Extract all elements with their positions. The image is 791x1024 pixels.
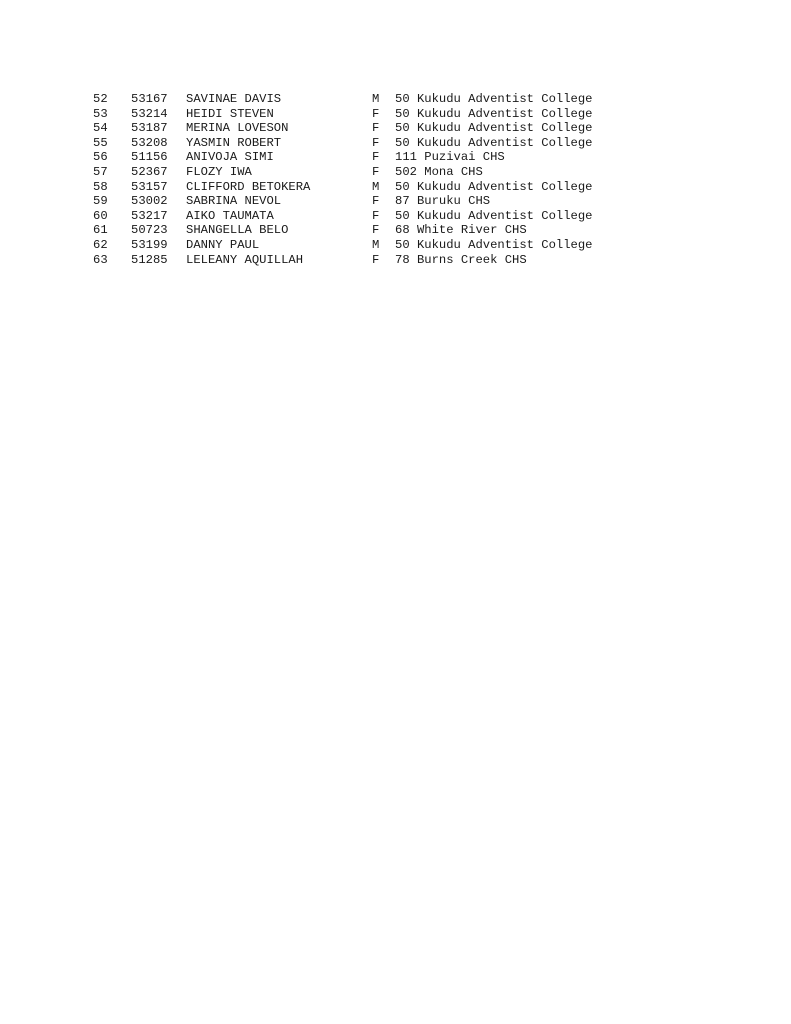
student-name: MERINA LOVESON — [186, 121, 289, 136]
row-number: 53 — [93, 106, 108, 121]
student-id: 53217 — [131, 208, 168, 223]
list-item — [93, 194, 653, 209]
student-sex: F — [372, 135, 380, 150]
list-item — [93, 209, 653, 224]
student-id: 52367 — [131, 164, 168, 179]
school-name: 502 Mona CHS — [395, 164, 483, 179]
student-name: YASMIN ROBERT — [186, 135, 282, 150]
student-name: FLOZY IWA — [186, 164, 252, 179]
row-number: 54 — [93, 121, 108, 136]
school-name: 50 Kukudu Adventist College — [395, 237, 593, 252]
row-number: 57 — [93, 164, 108, 179]
student-id: 53187 — [131, 121, 168, 136]
student-name: CLIFFORD BETOKERA — [186, 179, 311, 194]
school-name: 50 Kukudu Adventist College — [395, 121, 593, 136]
row-number: 56 — [93, 150, 108, 165]
list-item — [93, 180, 653, 195]
student-name: DANNY PAUL — [186, 237, 260, 252]
list-item — [93, 136, 653, 151]
student-name: SHANGELLA BELO — [186, 223, 289, 238]
student-id: 53157 — [131, 179, 168, 194]
row-number: 58 — [93, 179, 108, 194]
student-sex: F — [372, 194, 380, 209]
student-sex: F — [372, 252, 380, 267]
student-sex: F — [372, 164, 380, 179]
row-number: 59 — [93, 194, 108, 209]
student-id: 50723 — [131, 223, 168, 238]
school-name: 50 Kukudu Adventist College — [395, 208, 593, 223]
student-list — [93, 92, 653, 267]
student-name: HEIDI STEVEN — [186, 106, 274, 121]
student-name: ANIVOJA SIMI — [186, 150, 274, 165]
list-item — [93, 92, 653, 107]
row-number: 55 — [93, 135, 108, 150]
row-number: 60 — [93, 208, 108, 223]
student-sex: M — [372, 92, 380, 106]
list-item — [93, 253, 653, 268]
student-id: 53002 — [131, 194, 168, 209]
list-item — [93, 121, 653, 136]
student-id: 53214 — [131, 106, 168, 121]
student-id: 51156 — [131, 150, 168, 165]
list-item — [93, 223, 653, 238]
student-id: 53167 — [131, 92, 168, 106]
row-number: 61 — [93, 223, 108, 238]
school-name: 50 Kukudu Adventist College — [395, 135, 593, 150]
row-number: 63 — [93, 252, 108, 267]
school-name: 111 Puzivai CHS — [395, 150, 505, 165]
list-item — [93, 165, 653, 180]
school-name: 50 Kukudu Adventist College — [395, 106, 593, 121]
school-name: 78 Burns Creek CHS — [395, 252, 527, 267]
student-sex: F — [372, 150, 380, 165]
student-sex: F — [372, 208, 380, 223]
student-sex: F — [372, 106, 380, 121]
school-name: 68 White River CHS — [395, 223, 527, 238]
row-number: 52 — [93, 92, 108, 106]
list-item — [93, 107, 653, 122]
student-name: SABRINA NEVOL — [186, 194, 282, 209]
school-name: 87 Buruku CHS — [395, 194, 491, 209]
student-sex: M — [372, 237, 380, 252]
student-sex: M — [372, 179, 380, 194]
student-name: SAVINAE DAVIS — [186, 92, 282, 106]
row-number: 62 — [93, 237, 108, 252]
list-item — [93, 150, 653, 165]
list-item — [93, 238, 653, 253]
student-name: LELEANY AQUILLAH — [186, 252, 304, 267]
student-id: 51285 — [131, 252, 168, 267]
student-name: AIKO TAUMATA — [186, 208, 274, 223]
school-name: 50 Kukudu Adventist College — [395, 179, 593, 194]
student-sex: F — [372, 223, 380, 238]
student-sex: F — [372, 121, 380, 136]
school-name: 50 Kukudu Adventist College — [395, 92, 593, 106]
student-id: 53208 — [131, 135, 168, 150]
student-id: 53199 — [131, 237, 168, 252]
